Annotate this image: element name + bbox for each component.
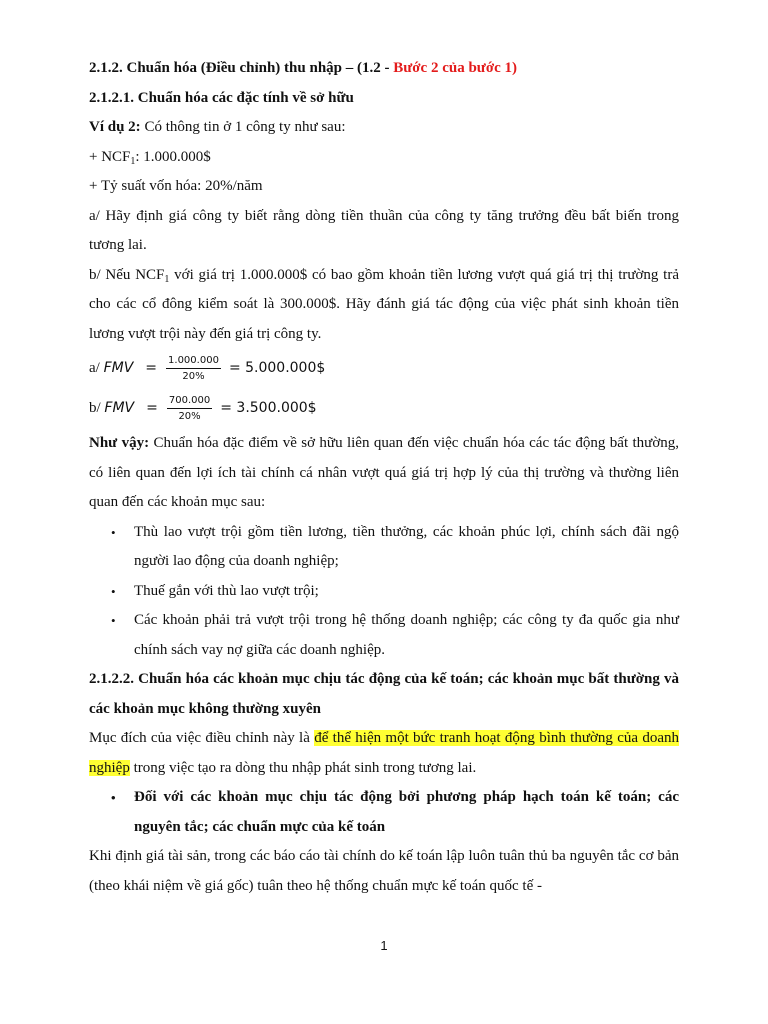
ncf-subscript: 1 xyxy=(130,155,136,167)
formula-a-numerator: 1.000.000 xyxy=(166,355,221,369)
summary-text: Chuẩn hóa đặc điểm về sở hữu liên quan đến việc chuẩn hóa các tác động bất thường, có liên quan đến lợi ích tài chính cá nhân vượt quá giá trị hợp lý của thị trường và thường liên quan đến các khoản mục sau: xyxy=(89,435,679,510)
bold-list-item-text: Đối với các khoản mục chịu tác động bởi phương pháp hạch toán kế toán; các nguyên tắc; các chuẩn mực của kế toán xyxy=(134,789,679,835)
page-number: 1 xyxy=(380,938,388,953)
example-line xyxy=(89,113,679,143)
list-item xyxy=(89,606,679,665)
question-a: a/ Hãy định giá công ty biết rằng dòng tiền thuần của công ty tăng trưởng đều bất biến trong tương lai. xyxy=(89,207,679,253)
formula-b-math xyxy=(104,394,316,424)
purpose-highlighted-text: để thể hiện một bức tranh hoạt động bình thường của doanh nghiệp xyxy=(89,730,679,776)
formula-a-math xyxy=(104,354,326,384)
formula-b-denominator: 20% xyxy=(178,411,201,422)
formula-b-equals: = xyxy=(146,400,158,417)
bullet-icon: • xyxy=(111,790,116,805)
bullet-icon: • xyxy=(111,583,116,599)
list-item-text: Thù lao vượt trội gồm tiền lương, tiền thưởng, các khoản phúc lợi, chính sách đãi ngộ người lao động của doanh nghiệp; xyxy=(134,523,679,569)
question-b xyxy=(89,261,679,350)
section-heading-2-1-2-2: 2.1.2.2. Chuẩn hóa các khoản mục chịu tác động của kế toán; các khoản mục bất thường và các khoản mục không thường xuyên xyxy=(89,671,679,717)
bullet-icon: • xyxy=(111,524,116,540)
formula-b-result: = 3.500.000$ xyxy=(220,400,317,417)
ncf-value: : 1.000.000$ xyxy=(135,148,211,165)
bullet-icon: • xyxy=(111,613,116,628)
example-text: Có thông tin ở 1 công ty như sau: xyxy=(140,119,346,135)
formula-a xyxy=(89,349,679,389)
purpose-paragraph xyxy=(89,724,679,783)
list-item-text: Các khoản phải trả vượt trội trong hệ thống doanh nghiệp; các công ty đa quốc gia như chính sách vay nợ giữa các doanh nghiệp. xyxy=(134,612,679,658)
list-item xyxy=(89,518,679,577)
formula-b-fraction xyxy=(167,395,212,423)
summary-label: Như vậy: xyxy=(89,435,150,451)
list-item xyxy=(89,577,679,607)
formula-a-fraction xyxy=(166,355,221,383)
formula-a-denominator: 20% xyxy=(182,371,205,382)
last-paragraph: Khi định giá tài sản, trong các báo cáo tài chính do kế toán lập luôn tuân thủ ba nguyên tắc cơ bản (theo khái niệm về giá gốc) tuân theo hệ thống chuẩn mực kế toán quốc tế - xyxy=(89,848,679,894)
document-body xyxy=(89,54,679,901)
question-b-prefix: b/ Nếu NCF xyxy=(89,266,165,283)
formula-b-numerator: 700.000 xyxy=(167,395,212,409)
rate-line: + Tỷ suất vốn hóa: 20%/năm xyxy=(89,178,263,194)
bold-list-item xyxy=(89,783,679,842)
heading-main: 2.1.2. Chuẩn hóa (Điều chỉnh) thu nhập – (1.2 - xyxy=(89,60,394,76)
question-b-subscript: 1 xyxy=(164,273,170,285)
section-heading-2-1-2-1: 2.1.2.1. Chuẩn hóa các đặc tính về sở hữu xyxy=(89,89,354,106)
section-heading-2-1-2 xyxy=(89,54,679,84)
formula-b-variable: FMV xyxy=(104,400,135,417)
formula-b xyxy=(89,389,679,429)
formula-a-equals: = xyxy=(145,360,158,377)
summary-paragraph xyxy=(89,429,679,518)
ncf-prefix: + NCF xyxy=(89,148,131,165)
purpose-text-after: trong việc tạo ra dòng thu nhập phát sinh trong tương lai. xyxy=(129,759,477,776)
formula-a-result: = 5.000.000$ xyxy=(228,360,326,377)
ncf-line xyxy=(89,143,679,173)
list-item-text: Thuế gắn với thù lao vượt trội; xyxy=(134,582,319,599)
example-label: Ví dụ 2: xyxy=(89,119,141,135)
question-b-text: với giá trị 1.000.000$ có bao gồm khoản tiền lương vượt quá giá trị thị trường trả cho các cổ đông kiểm soát là 300.000$. Hãy đánh giá tác động của việc phát sinh khoản tiền lương vượt trội này đến giá trị công ty. xyxy=(89,266,680,342)
formula-b-label: b/ xyxy=(89,400,101,417)
formula-a-variable: FMV xyxy=(103,360,134,377)
formula-a-label: a/ xyxy=(89,360,100,377)
heading-red-part: Bước 2 của bước 1) xyxy=(393,60,518,76)
purpose-text-before: Mục đích của việc điều chỉnh này là xyxy=(89,730,315,746)
